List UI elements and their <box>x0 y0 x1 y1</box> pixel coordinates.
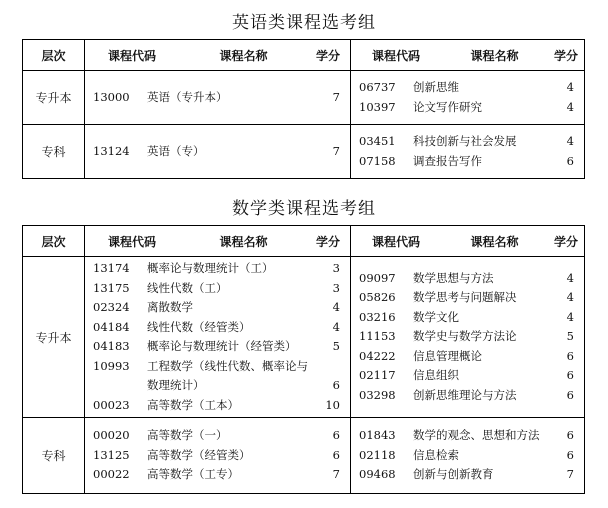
course-name: 数学思想与方法 <box>413 270 494 285</box>
course-name: 高等数学（一） <box>147 428 228 443</box>
course-name: 数学的观念、思想和方法 <box>413 428 540 443</box>
right-courses <box>351 125 585 179</box>
list-item <box>93 357 342 396</box>
course-name: 论文写作研究 <box>413 99 482 114</box>
course-code: 04184 <box>93 319 130 334</box>
list-item <box>93 142 342 162</box>
course-code: 07158 <box>359 153 396 168</box>
header-name: 课程名称 <box>219 234 268 249</box>
course-name: 英语（专升本） <box>147 89 228 104</box>
course-name: 信息组织 <box>413 368 459 383</box>
course-credit: 3 <box>332 261 340 275</box>
course-code: 13174 <box>93 261 130 275</box>
course-code: 02117 <box>359 368 396 383</box>
course-code: 00023 <box>93 397 130 412</box>
left-courses <box>85 257 351 418</box>
table-row <box>23 125 585 179</box>
header-right <box>351 40 585 71</box>
course-code: 11153 <box>359 329 396 344</box>
course-credit: 6 <box>566 428 574 443</box>
list-item <box>359 78 576 98</box>
math-group-title: 数学类课程选考组 <box>232 199 376 219</box>
header-credit: 学分 <box>553 234 578 249</box>
header-code: 课程代码 <box>371 48 420 63</box>
course-name: 信息管理概论 <box>413 348 482 363</box>
list-item <box>359 426 576 446</box>
course-name: 高等数学（经管类） <box>147 447 251 462</box>
course-name: 线性代数（经管类） <box>147 319 251 334</box>
list-item <box>359 465 576 485</box>
list-item <box>359 288 576 308</box>
list-item <box>93 465 342 485</box>
course-credit: 4 <box>566 80 574 94</box>
course-credit: 7 <box>332 143 340 158</box>
table-header-row <box>23 226 585 257</box>
header-code: 课程代码 <box>371 234 420 249</box>
list-item <box>93 426 342 446</box>
course-code: 00020 <box>93 428 130 443</box>
course-code: 10993 <box>93 358 130 373</box>
list-item <box>93 396 342 416</box>
course-credit: 4 <box>566 290 574 305</box>
left-courses <box>85 71 351 125</box>
course-name: 调查报告写作 <box>413 153 482 168</box>
right-courses <box>351 257 585 418</box>
course-code: 13125 <box>93 447 130 462</box>
level-cell: 专升本 <box>23 257 85 418</box>
course-code: 09468 <box>359 467 396 482</box>
course-credit: 7 <box>332 467 340 482</box>
header-level: 层次 <box>23 226 85 257</box>
course-name: 英语（专） <box>147 143 205 158</box>
course-name: 离散数学 <box>147 300 193 314</box>
english-course-table <box>22 39 585 179</box>
course-code: 02118 <box>359 447 396 462</box>
list-item <box>93 446 342 466</box>
course-credit: 7 <box>566 467 574 482</box>
course-credit: 4 <box>566 99 574 114</box>
header-code: 课程代码 <box>107 234 156 249</box>
list-item <box>359 327 576 347</box>
course-credit: 6 <box>566 153 574 168</box>
table-row <box>23 418 585 494</box>
course-name: 信息检索 <box>413 447 459 462</box>
course-credit: 6 <box>566 368 574 383</box>
header-credit: 学分 <box>315 48 340 63</box>
list-item <box>359 366 576 386</box>
list-item <box>359 132 576 152</box>
list-item <box>359 98 576 118</box>
course-code: 09097 <box>359 270 396 285</box>
list-item <box>359 308 576 328</box>
course-name: 线性代数（工） <box>147 280 228 295</box>
course-name: 概率论与数理统计（工） <box>147 261 274 275</box>
header-name: 课程名称 <box>219 48 268 63</box>
header-name: 课程名称 <box>470 48 519 63</box>
course-credit: 5 <box>332 339 340 353</box>
list-item <box>359 347 576 367</box>
course-credit: 10 <box>325 397 340 412</box>
course-code: 04183 <box>93 339 130 353</box>
header-right <box>351 226 585 257</box>
course-name: 数学文化 <box>413 309 459 324</box>
list-item <box>93 298 342 318</box>
list-item <box>93 88 342 108</box>
header-left <box>85 226 351 257</box>
course-code: 03216 <box>359 309 396 324</box>
table-row <box>23 71 585 125</box>
course-credit: 6 <box>332 378 340 392</box>
course-name: 科技创新与社会发展 <box>413 134 517 148</box>
course-name: 数学史与数学方法论 <box>413 329 517 344</box>
course-credit: 6 <box>566 387 574 402</box>
list-item <box>359 446 576 466</box>
course-code: 00022 <box>93 467 130 482</box>
course-credit: 7 <box>332 89 340 104</box>
table-row <box>23 257 585 418</box>
english-group-title: 英语类课程选考组 <box>232 13 376 33</box>
list-item <box>359 152 576 172</box>
course-code: 13175 <box>93 280 130 295</box>
course-credit: 4 <box>332 319 340 334</box>
header-code: 课程代码 <box>107 48 156 63</box>
course-code: 01843 <box>359 428 396 443</box>
course-code: 03451 <box>359 134 396 148</box>
course-credit: 3 <box>332 280 340 295</box>
course-code: 02324 <box>93 300 130 314</box>
course-credit: 6 <box>566 447 574 462</box>
course-name: 高等数学（工专） <box>147 467 239 482</box>
table-header-row <box>23 40 585 71</box>
right-courses <box>351 71 585 125</box>
header-credit: 学分 <box>315 234 340 249</box>
left-courses <box>85 418 351 494</box>
course-credit: 5 <box>566 329 574 344</box>
course-name: 高等数学（工本） <box>147 397 239 412</box>
course-name: 数学思考与问题解决 <box>413 290 517 305</box>
course-code: 05826 <box>359 290 396 305</box>
course-code: 06737 <box>359 80 396 94</box>
level-cell: 专科 <box>23 125 85 179</box>
course-credit: 4 <box>566 134 574 148</box>
course-code: 10397 <box>359 99 396 114</box>
course-code: 13124 <box>93 143 130 158</box>
list-item <box>359 269 576 289</box>
left-courses <box>85 125 351 179</box>
course-credit: 6 <box>332 447 340 462</box>
header-name: 课程名称 <box>470 234 519 249</box>
level-cell: 专科 <box>23 418 85 494</box>
course-name: 创新思维理论与方法 <box>413 387 517 402</box>
course-code: 04222 <box>359 348 396 363</box>
list-item <box>93 279 342 299</box>
list-item <box>93 259 342 279</box>
list-item <box>93 337 342 357</box>
header-left <box>85 40 351 71</box>
course-credit: 6 <box>566 348 574 363</box>
course-credit: 6 <box>332 428 340 443</box>
right-courses <box>351 418 585 494</box>
course-credit: 4 <box>566 270 574 285</box>
course-credit: 4 <box>566 309 574 324</box>
math-course-table <box>22 225 585 494</box>
course-name: 工程数学（线性代数、概率论与数理统计） <box>147 358 308 392</box>
course-code: 13000 <box>93 89 130 104</box>
level-cell: 专升本 <box>23 71 85 125</box>
list-item <box>359 386 576 406</box>
header-credit: 学分 <box>553 48 578 63</box>
header-level: 层次 <box>23 40 85 71</box>
course-name: 创新与创新教育 <box>413 467 494 482</box>
course-name: 创新思维 <box>413 80 459 94</box>
course-credit: 4 <box>332 300 340 314</box>
course-name: 概率论与数理统计（经管类） <box>147 339 297 353</box>
course-code: 03298 <box>359 387 396 402</box>
list-item <box>93 318 342 338</box>
